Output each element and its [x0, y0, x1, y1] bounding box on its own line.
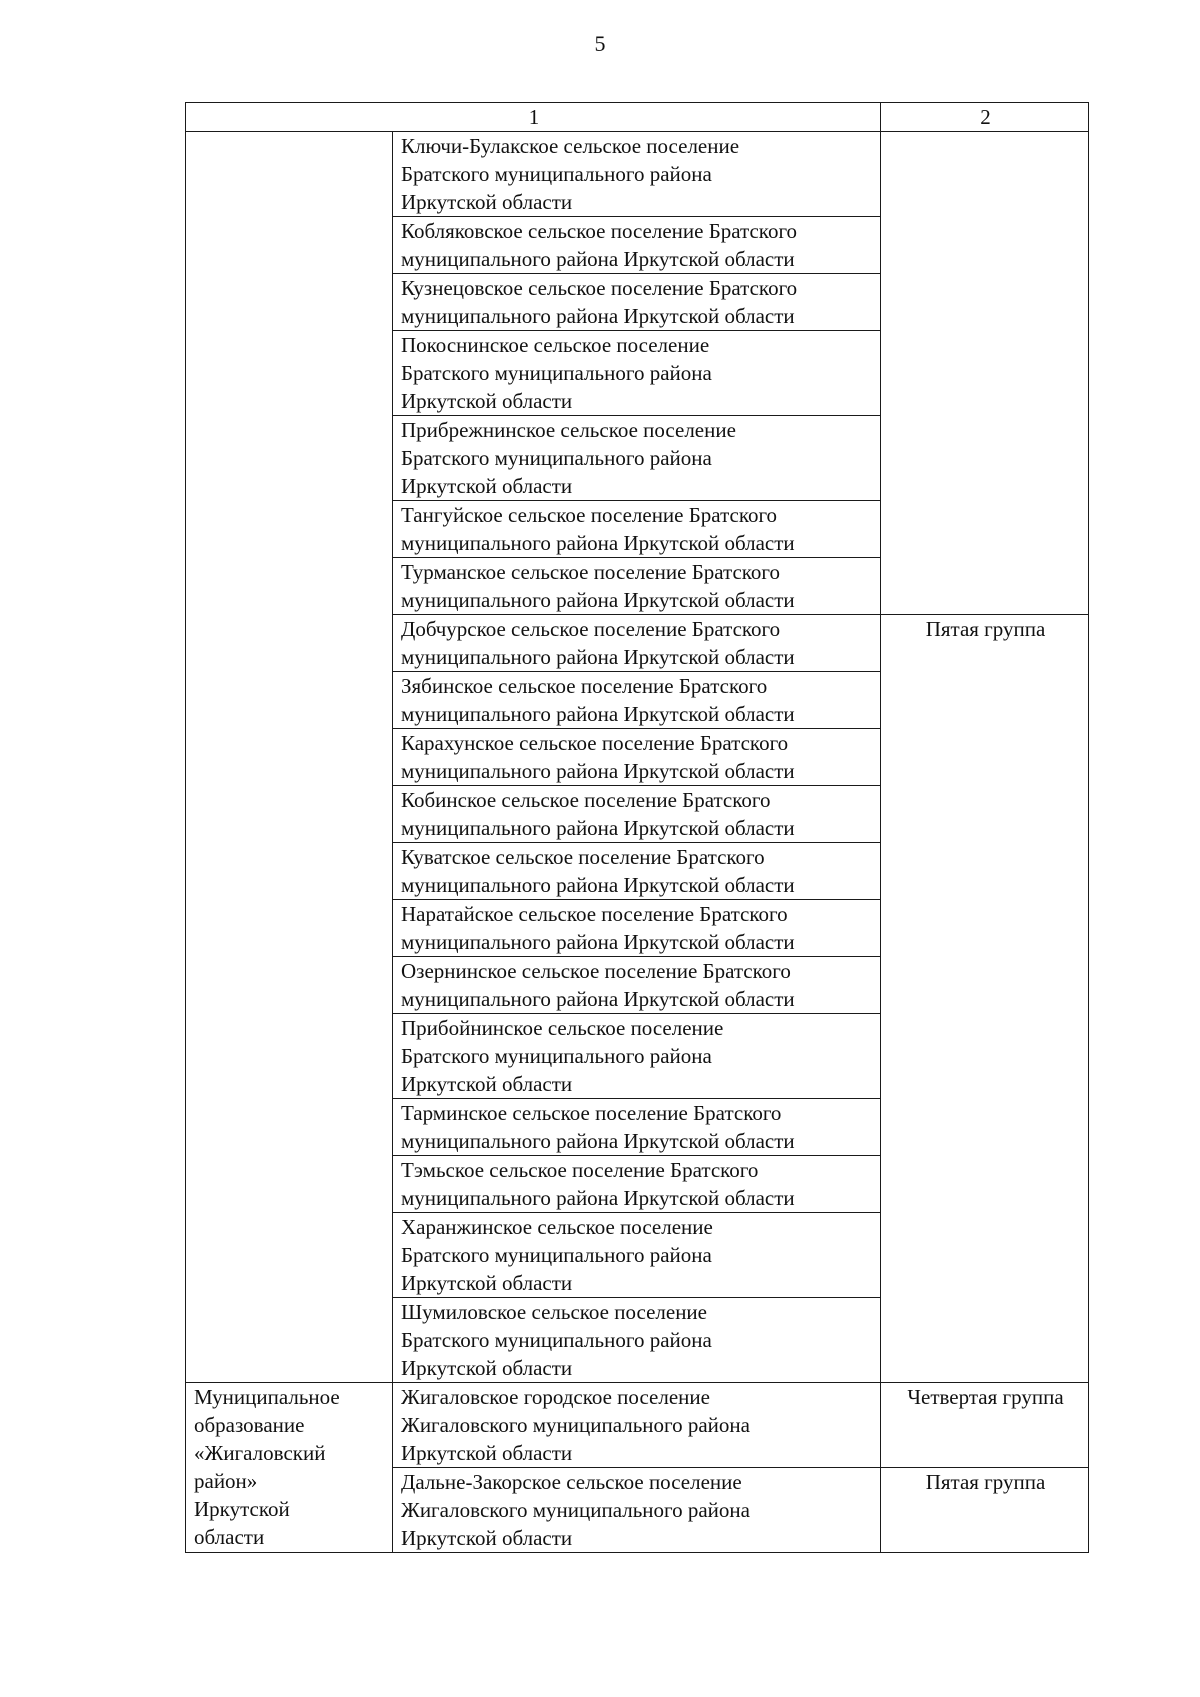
settlement-cell: Добчурское сельское поселение Братского муниципального района Иркутской области — [393, 615, 881, 672]
settlement-cell: Наратайское сельское поселение Братского муниципального района Иркутской области — [393, 900, 881, 957]
settlement-cell: Кузнецовское сельское поселение Братского муниципального района Иркутской области — [393, 274, 881, 331]
settlement-cell: Жигаловское городское поселение Жигаловского муниципального района Иркутской области — [393, 1383, 881, 1468]
settlement-cell: Харанжинское сельское поселение Братского муниципального района Иркутской области — [393, 1213, 881, 1298]
header-cell-2: 2 — [881, 103, 1089, 132]
municipality-cell: Муниципальное образование «Жигаловский район» Иркутской области — [186, 1383, 393, 1553]
settlement-cell: Дальне-Закорское сельское поселение Жигаловского муниципального района Иркутской области — [393, 1468, 881, 1553]
settlement-cell: Озернинское сельское поселение Братского муниципального района Иркутской области — [393, 957, 881, 1014]
page-number: 5 — [594, 31, 606, 56]
header-row — [186, 103, 1089, 132]
settlement-cell: Покоснинское сельское поселение Братского муниципального района Иркутской области — [393, 331, 881, 416]
table-row — [186, 1383, 1089, 1468]
group-cell: Пятая группа — [881, 615, 1089, 1383]
settlement-cell: Куватское сельское поселение Братского муниципального района Иркутской области — [393, 843, 881, 900]
table-row — [186, 132, 1089, 217]
group-cell: Четвертая группа — [881, 1383, 1089, 1468]
settlement-cell: Тарминское сельское поселение Братского муниципального района Иркутской области — [393, 1099, 881, 1156]
settlement-cell: Ключи-Булакское сельское поселение Братского муниципального района Иркутской области — [393, 132, 881, 217]
header-cell-1: 1 — [186, 103, 881, 132]
settlement-cell: Шумиловское сельское поселение Братского муниципального района Иркутской области — [393, 1298, 881, 1383]
settlement-cell: Карахунское сельское поселение Братского муниципального района Иркутской области — [393, 729, 881, 786]
municipality-cell — [186, 132, 393, 1383]
settlement-cell: Кобинское сельское поселение Братского муниципального района Иркутской области — [393, 786, 881, 843]
groups-table — [185, 102, 1089, 1553]
group-cell — [881, 132, 1089, 615]
group-cell: Пятая группа — [881, 1468, 1089, 1553]
settlement-cell: Тэмьское сельское поселение Братского муниципального района Иркутской области — [393, 1156, 881, 1213]
settlement-cell: Зябинское сельское поселение Братского муниципального района Иркутской области — [393, 672, 881, 729]
settlement-cell: Прибрежнинское сельское поселение Братского муниципального района Иркутской области — [393, 416, 881, 501]
settlement-cell: Кобляковское сельское поселение Братского муниципального района Иркутской области — [393, 217, 881, 274]
settlement-cell: Прибойнинское сельское поселение Братского муниципального района Иркутской области — [393, 1014, 881, 1099]
settlement-cell: Тангуйское сельское поселение Братского муниципального района Иркутской области — [393, 501, 881, 558]
settlement-cell: Турманское сельское поселение Братского муниципального района Иркутской области — [393, 558, 881, 615]
table-body — [186, 103, 1089, 1553]
